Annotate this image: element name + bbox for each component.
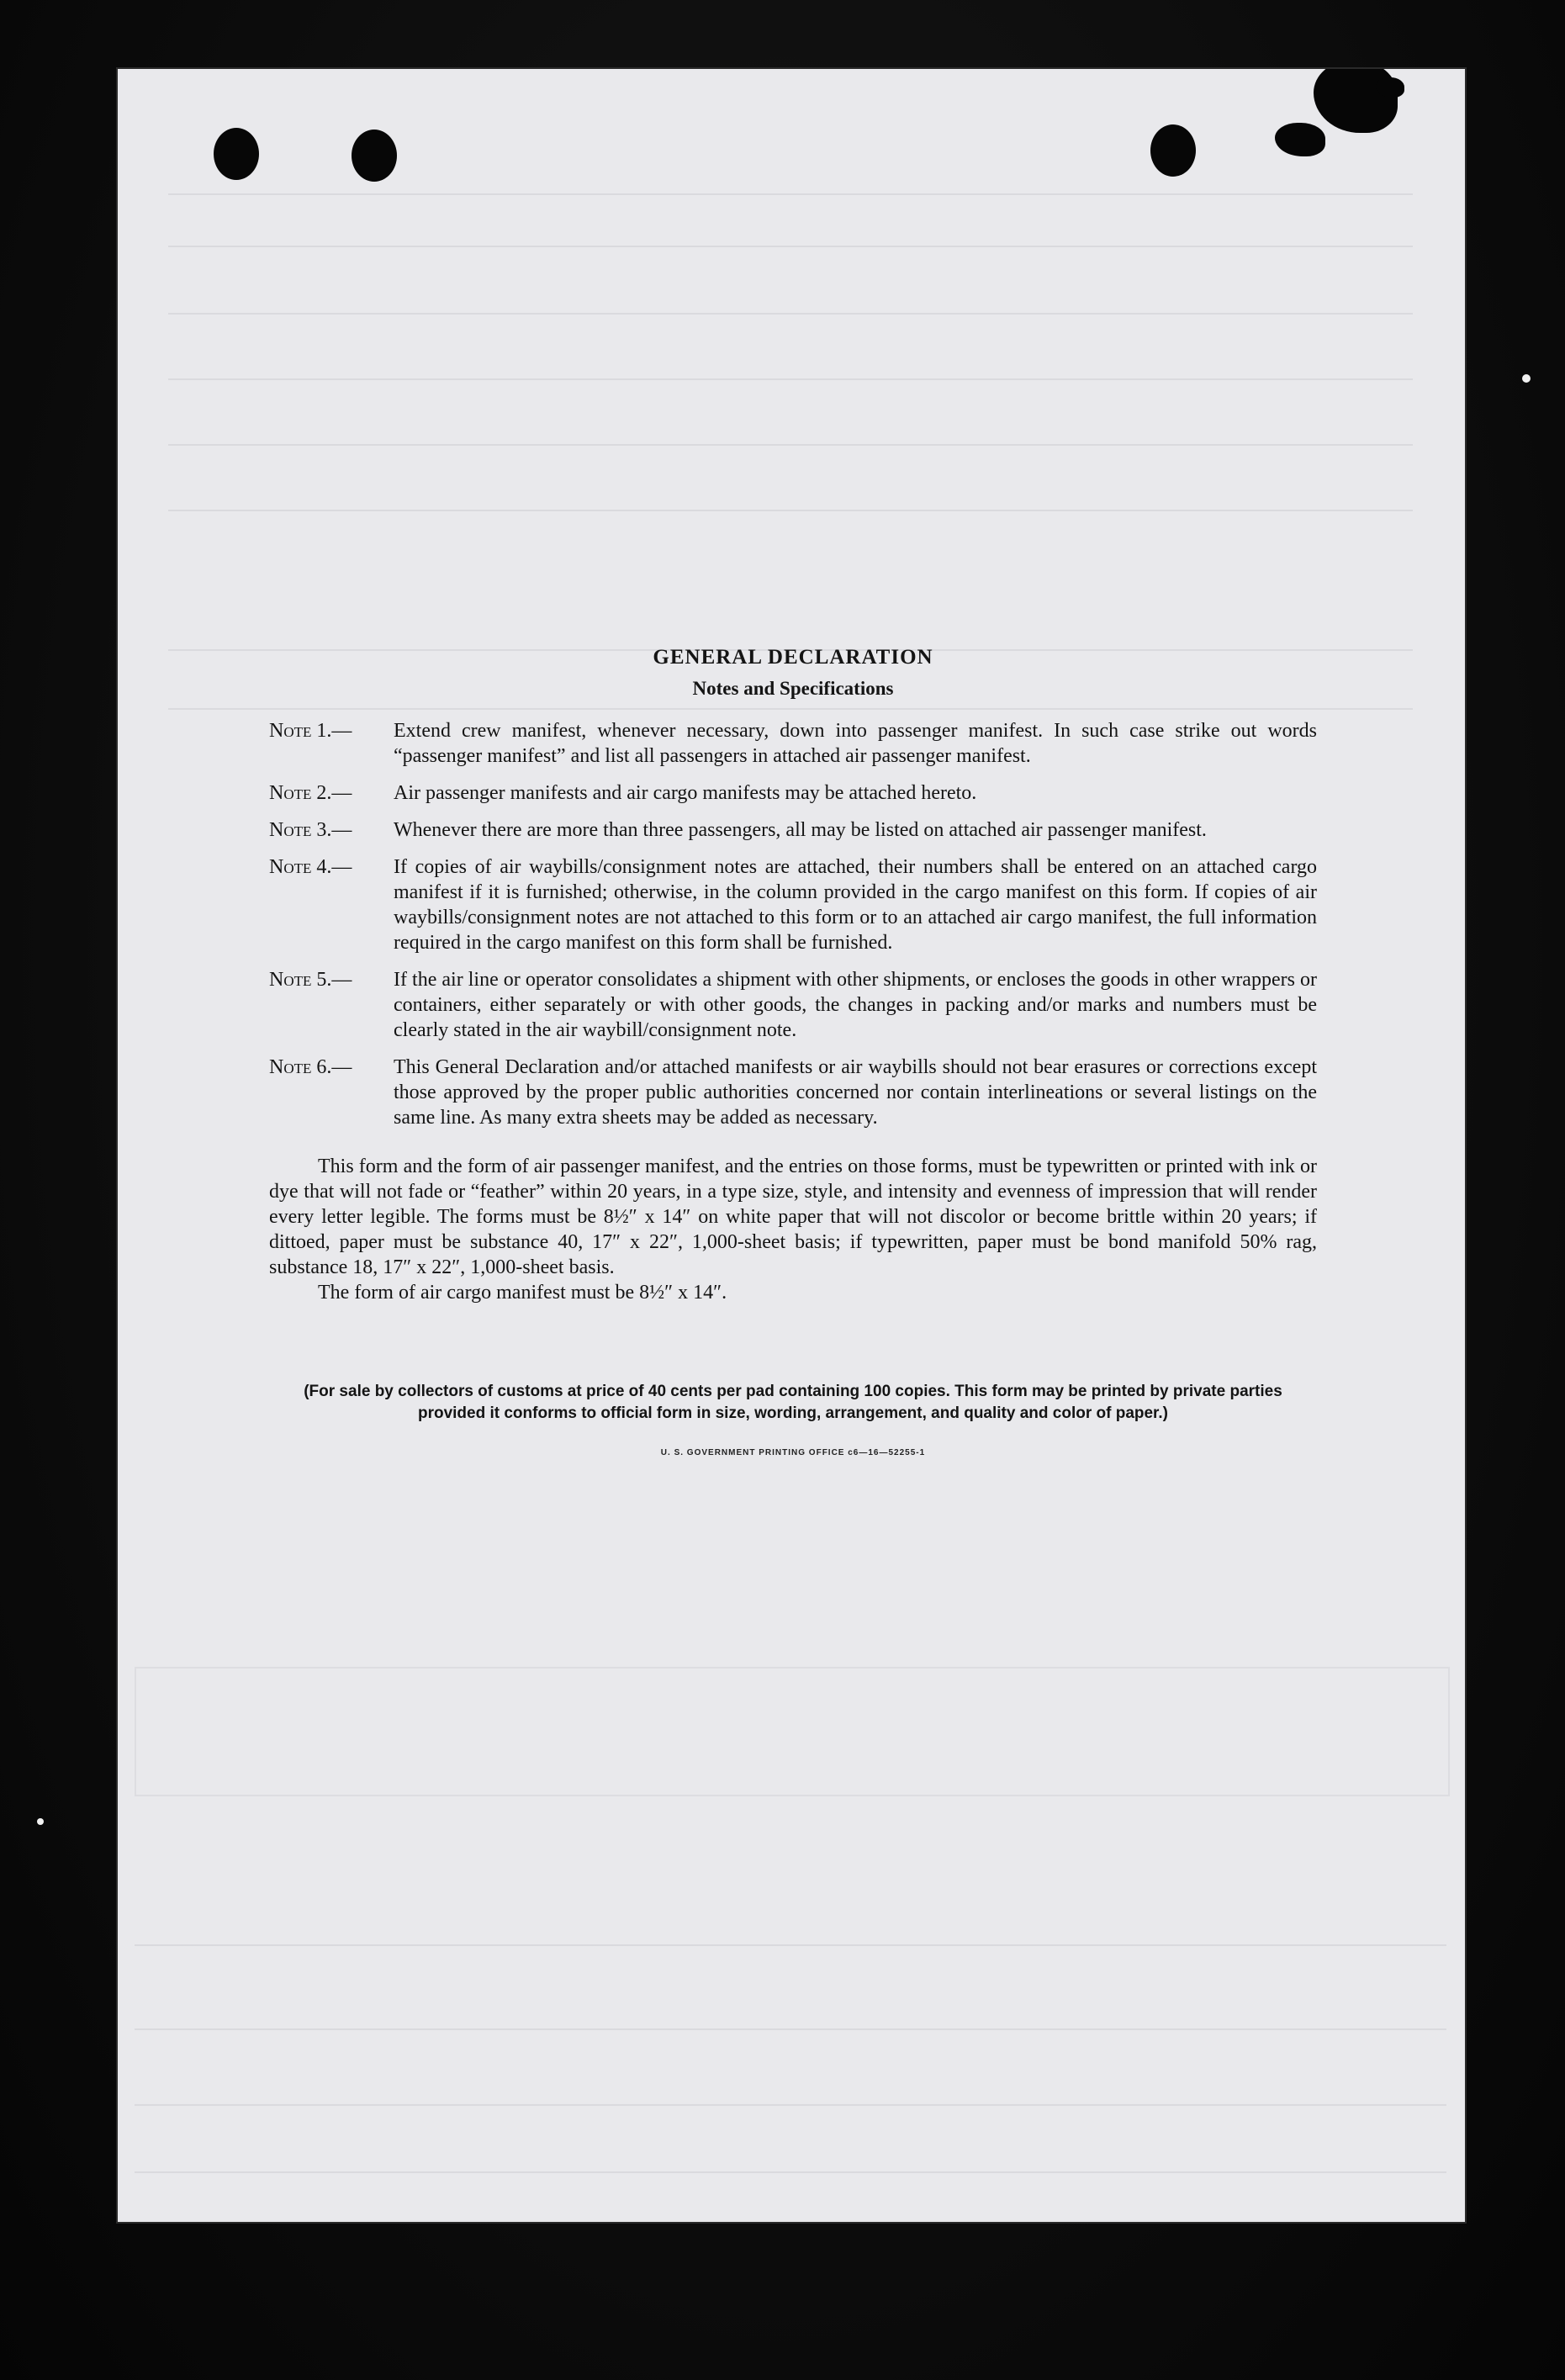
bleed-through-line xyxy=(135,2104,1446,2106)
note-text: Air passenger manifests and air cargo manifests may be attached hereto. xyxy=(394,782,977,804)
punch-hole-left xyxy=(214,128,259,180)
bleed-through-line xyxy=(135,2171,1446,2173)
bleed-through-line xyxy=(135,2028,1446,2030)
dust-speck xyxy=(1522,374,1531,383)
note-label: Note 3.— xyxy=(269,819,352,841)
bleed-through-line xyxy=(168,378,1413,380)
note-label: Note 6.— xyxy=(269,1056,352,1078)
note-4 xyxy=(269,854,1317,955)
ink-blot-small xyxy=(1275,123,1325,156)
declaration-notes xyxy=(269,644,1317,1457)
bleed-through-line xyxy=(168,444,1413,446)
bleed-through-line xyxy=(168,246,1413,247)
bleed-through-line xyxy=(135,1944,1446,1946)
note-text: Whenever there are more than three passengers, all may be listed on attached air passenger manifest. xyxy=(394,819,1207,841)
bleed-through-line xyxy=(168,510,1413,511)
note-6 xyxy=(269,1055,1317,1130)
note-label: Note 1.— xyxy=(269,720,352,742)
cargo-manifest-size: The form of air cargo manifest must be 8½″ x 14″. xyxy=(318,1282,727,1304)
document-page xyxy=(118,69,1465,2222)
note-text: Extend crew manifest, whenever necessary, down into passenger manifest. In such case strike out words “passenger manifest” and list all passengers in attached air passenger manifest. xyxy=(394,720,1317,767)
note-label: Note 2.— xyxy=(269,782,352,804)
ink-speck xyxy=(1376,77,1404,98)
specification-paragraph: This form and the form of air passenger manifest, and the entries on those forms, must be typewritten or printed with ink or dye that will not fade or “feather” within 20 years, in a type size, style, and intensity and evenness of impression that will render every letter legible. The forms must be 8½″ x 14″ on white paper that will not discolor or become brittle within 20 years; if dittoed, paper must be substance 40, 17″ x 22″, 1,000-sheet basis; if typewritten, paper must be bond manifold 50% rag, substance 18, 17″ x 22″, 1,000-sheet basis. xyxy=(269,1156,1317,1278)
note-text: If copies of air waybills/consignment notes are attached, their numbers shall be entered on an attached cargo manifest if it is furnished; otherwise, in the column provided in the cargo manifest on this form. If copies of air waybills/consignment notes are not attached to this form or to an attached air cargo manifest, the full information required in the cargo manifest on this form shall be furnished. xyxy=(394,856,1317,954)
note-5 xyxy=(269,967,1317,1043)
note-label: Note 5.— xyxy=(269,969,352,991)
printer-line: U. S. GOVERNMENT PRINTING OFFICE c6—16—52255-1 xyxy=(660,1448,926,1457)
note-1 xyxy=(269,718,1317,769)
page-title: GENERAL DECLARATION xyxy=(653,646,933,669)
note-text: This General Declaration and/or attached manifests or air waybills should not bear erasures or corrections except those approved by the proper public authorities concerned nor contain interlineations or several listings on the same line. As many extra sheets may be added as necessary. xyxy=(394,1056,1317,1129)
punch-hole-right xyxy=(1150,124,1196,177)
note-3 xyxy=(269,817,1317,843)
bleed-through-line xyxy=(168,313,1413,315)
page-subtitle: Notes and Specifications xyxy=(692,678,894,699)
sale-note: (For sale by collectors of customs at price of 40 cents per pad containing 100 copies. This form may be printed by private parties provided it conforms to official form in size, wording, arrangement, and quality and color of paper.) xyxy=(304,1383,1282,1422)
dust-speck xyxy=(37,1818,44,1825)
bleed-through-table xyxy=(135,1667,1450,1796)
note-text: If the air line or operator consolidates a shipment with other shipments, or encloses the goods in other wrappers or containers, either separately or with other goods, the changes in packing and/or marks and numbers must be clearly stated in the air waybill/consignment note. xyxy=(394,969,1317,1041)
bleed-through-line xyxy=(168,193,1413,195)
note-2 xyxy=(269,780,1317,806)
punch-hole-center-left xyxy=(352,130,397,182)
note-label: Note 4.— xyxy=(269,856,352,878)
